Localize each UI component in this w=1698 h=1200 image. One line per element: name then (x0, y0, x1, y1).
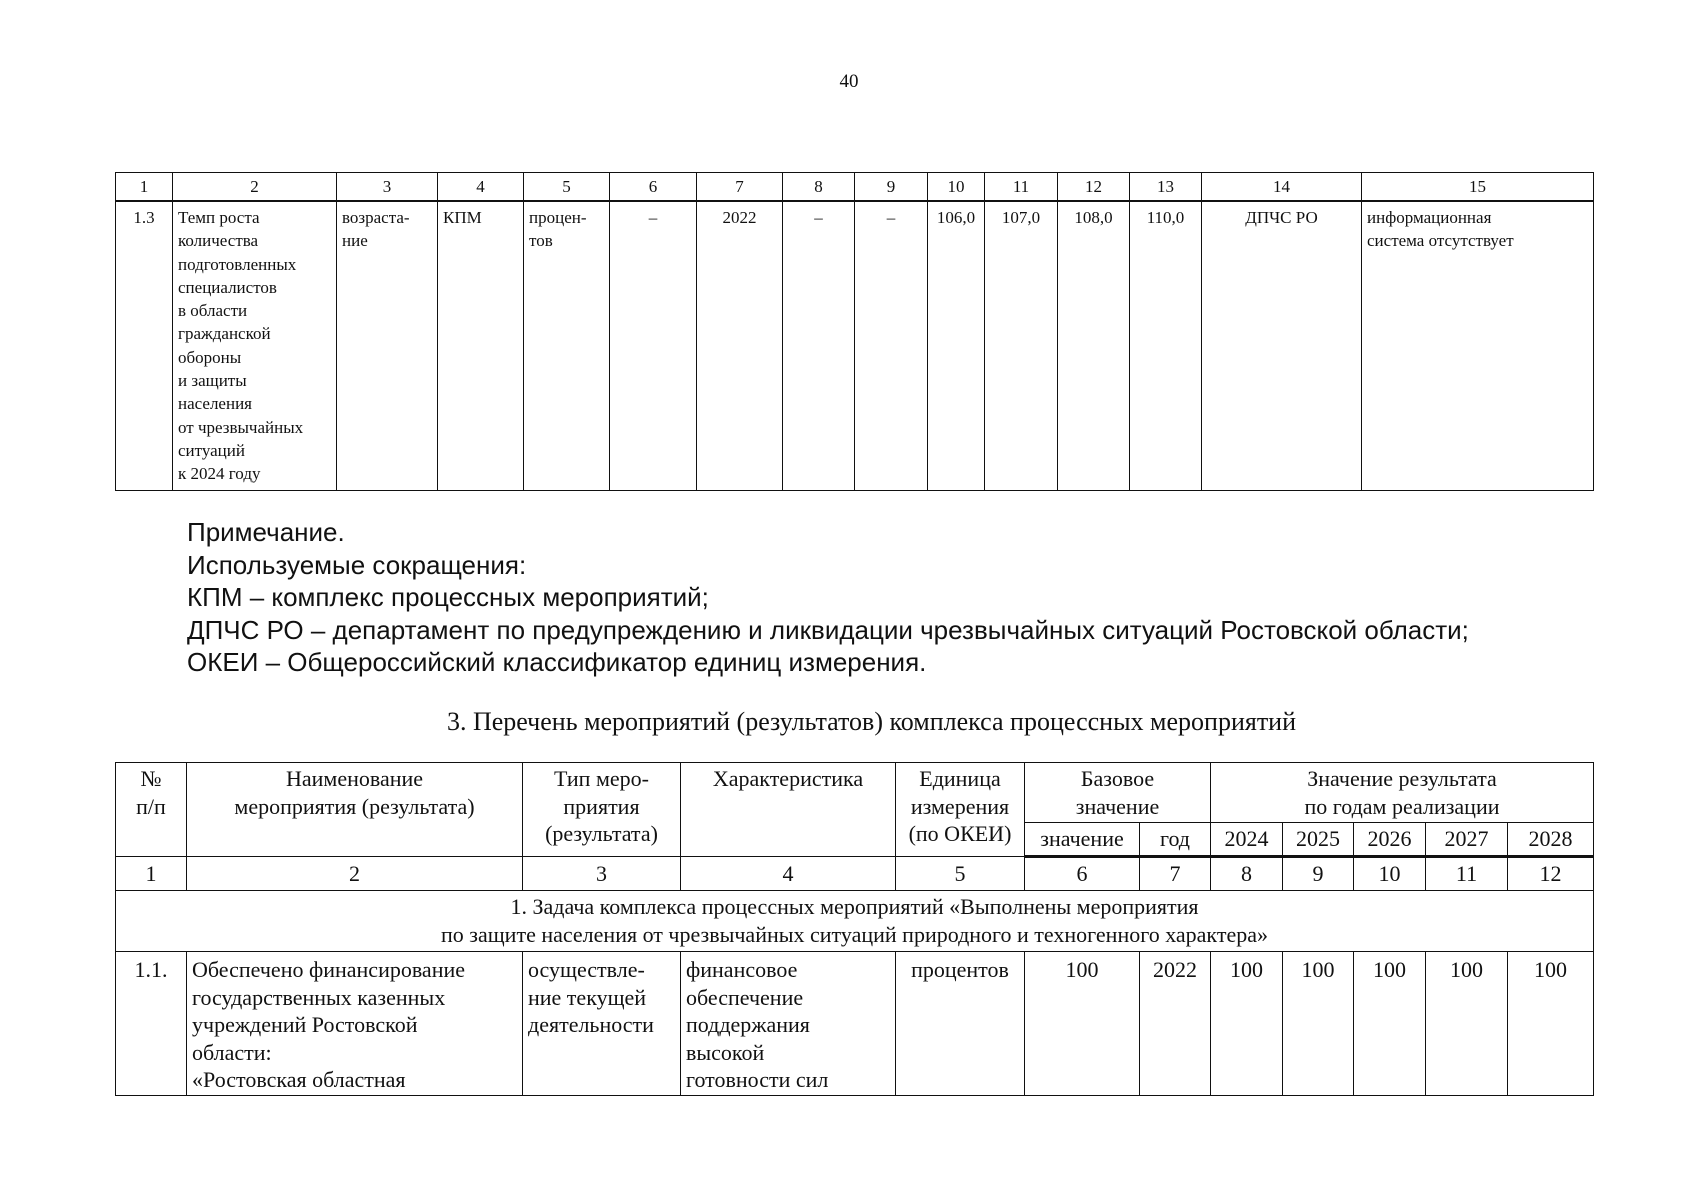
column-number: 12 (1508, 857, 1594, 891)
column-number: 8 (1211, 857, 1283, 891)
column-number: 6 (610, 173, 697, 202)
column-number: 5 (524, 173, 610, 202)
header-year: 2026 (1354, 823, 1426, 857)
indicators-table (115, 172, 1594, 491)
column-number: 12 (1058, 173, 1130, 202)
column-number: 9 (1283, 857, 1354, 891)
activity-unit: процентов (896, 952, 1025, 1096)
cell-value: 107,0 (985, 201, 1058, 491)
column-number: 10 (1354, 857, 1426, 891)
column-number: 4 (681, 857, 896, 891)
column-number: 2 (187, 857, 523, 891)
base-year: 2022 (697, 201, 783, 491)
notes-block (187, 516, 1469, 679)
responsible-body: ДПЧС РО (1202, 201, 1362, 491)
header-num: № п/п (116, 763, 187, 857)
year-value: 100 (1426, 952, 1508, 1096)
abbreviation-item: ОКЕИ – Общероссийский классификатор единиц измерения. (187, 647, 927, 677)
year-value: 100 (1283, 952, 1354, 1096)
indicator-name: Темп роста количества подготовленных специалистов в области гражданской обороны и защиты населения от чрезвычайных ситуаций к 2024 году (173, 201, 337, 491)
header-characteristic: Характеристика (681, 763, 896, 857)
column-number: 9 (855, 173, 928, 202)
year-value: 100 (1211, 952, 1283, 1096)
header-row (116, 763, 1594, 823)
column-number: 2 (173, 173, 337, 202)
activity-characteristic: финансовое обеспечение поддержания высокой готовности сил (681, 952, 896, 1096)
cell-value: – (855, 201, 928, 491)
notes-title: Примечание. (187, 517, 345, 547)
header-result: Значение результата по годам реализации (1211, 763, 1594, 823)
indicator-unit: процен- тов (524, 201, 610, 491)
column-number: 11 (985, 173, 1058, 202)
table-row (116, 952, 1594, 1096)
section-heading: 3. Перечень мероприятий (результатов) комплекса процессных мероприятий (446, 707, 1297, 736)
column-number: 6 (1025, 857, 1140, 891)
activity-type: осуществле- ние текущей деятельности (523, 952, 681, 1096)
indicator-type: КПМ (438, 201, 524, 491)
task-row (116, 891, 1594, 952)
year-value: 100 (1508, 952, 1594, 1096)
column-number: 15 (1362, 173, 1594, 202)
information-system: информационная система отсутствует (1362, 201, 1594, 491)
header-name: Наименование мероприятия (результата) (187, 763, 523, 857)
header-type: Тип меро- приятия (результата) (523, 763, 681, 857)
column-number: 3 (523, 857, 681, 891)
abbreviation-item: КПМ – комплекс процессных мероприятий; (187, 582, 709, 612)
header-base-value: значение (1025, 823, 1140, 857)
column-number: 5 (896, 857, 1025, 891)
header-unit: Единица измерения (по ОКЕИ) (896, 763, 1025, 857)
column-number: 10 (928, 173, 985, 202)
activities-table (115, 762, 1594, 1096)
header-year: 2024 (1211, 823, 1283, 857)
cell-value: – (610, 201, 697, 491)
header-base-year: год (1140, 823, 1211, 857)
column-number: 3 (337, 173, 438, 202)
header-base: Базовое значение (1025, 763, 1211, 823)
abbreviation-item: ДПЧС РО – департамент по предупреждению и ликвидации чрезвычайных ситуаций Ростовской области; (187, 614, 1469, 645)
column-number: 13 (1130, 173, 1202, 202)
column-number: 7 (697, 173, 783, 202)
header-year: 2027 (1426, 823, 1508, 857)
column-number: 14 (1202, 173, 1362, 202)
notes-subtitle: Используемые сокращения: (187, 549, 527, 580)
column-number: 11 (1426, 857, 1508, 891)
cell-value: 106,0 (928, 201, 985, 491)
header-year: 2028 (1508, 823, 1594, 857)
indicator-direction: возраста- ние (337, 201, 438, 491)
task-title: 1. Задача комплекса процессных мероприятий «Выполнены мероприятия по защите населения от чрезвычайных ситуаций природного и техногенного характера» (116, 891, 1594, 952)
base-year: 2022 (1140, 952, 1211, 1096)
table-row (116, 201, 1594, 491)
page-number: 40 (839, 71, 859, 92)
cell-value: – (783, 201, 855, 491)
column-number-row (116, 173, 1594, 202)
row-number: 1.1. (116, 952, 187, 1096)
activity-name: Обеспечено финансирование государственных казенных учреждений Ростовской области: «Ростовская областная (187, 952, 523, 1096)
year-value: 100 (1354, 952, 1426, 1096)
column-number: 1 (116, 857, 187, 891)
column-number: 1 (116, 173, 173, 202)
cell-value: 108,0 (1058, 201, 1130, 491)
column-number: 8 (783, 173, 855, 202)
base-value: 100 (1025, 952, 1140, 1096)
column-number-row (116, 857, 1594, 891)
column-number: 4 (438, 173, 524, 202)
header-year: 2025 (1283, 823, 1354, 857)
row-number: 1.3 (116, 201, 173, 491)
column-number: 7 (1140, 857, 1211, 891)
cell-value: 110,0 (1130, 201, 1202, 491)
